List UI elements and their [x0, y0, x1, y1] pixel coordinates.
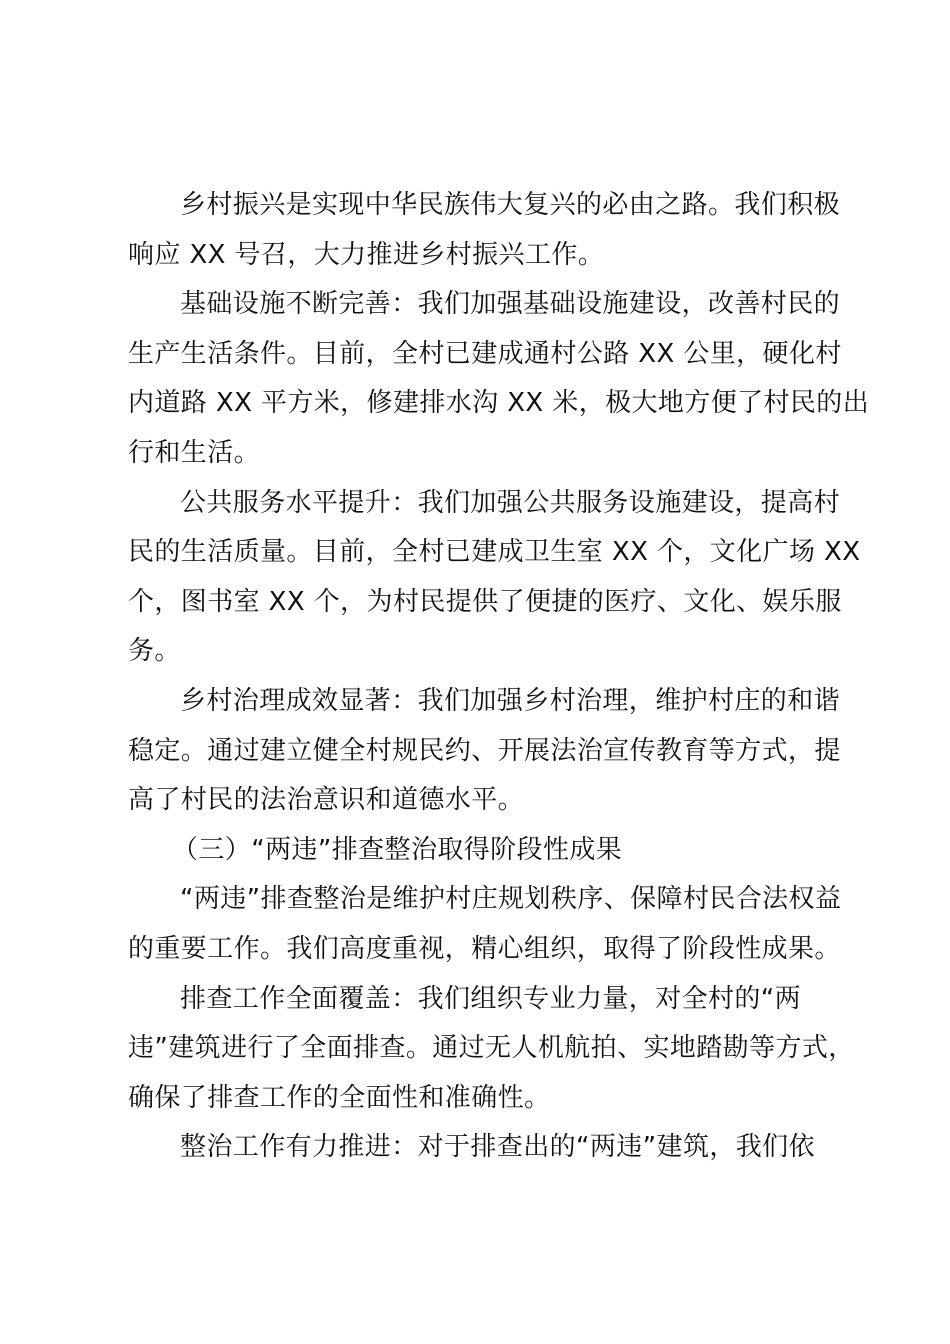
paragraph-rectification — [128, 1123, 834, 1173]
paragraph-governance — [128, 677, 841, 826]
text-line: 稳定。通过建立健全村规民约、开展法治宣传教育等方式，提 — [128, 735, 841, 766]
text-line: 整治工作有力推进：对于排查出的“两违”建筑，我们依 — [180, 1132, 815, 1163]
text-line: 个，图书室 XX 个，为村民提供了便捷的医疗、文化、娱乐服 — [128, 586, 842, 617]
document-body — [128, 181, 870, 1173]
paragraph-investigation — [128, 975, 855, 1124]
text-line: 乡村治理成效显著：我们加强乡村治理，维护村庄的和谐 — [180, 685, 841, 716]
paragraph-public-services — [128, 479, 861, 677]
text-line: 基础设施不断完善：我们加强基础设施建设，改善村民的 — [180, 289, 841, 320]
text-line: 行和生活。 — [128, 437, 261, 468]
text-line: “两违”排查整治是维护村庄规划秩序、保障村民合法权益 — [180, 884, 842, 915]
text-line: 乡村振兴是实现中华民族伟大复兴的必由之路。我们积极 — [180, 190, 841, 220]
section-heading: （三）“两违”排查整治取得阶段性成果 — [172, 834, 623, 865]
text-line: 的重要工作。我们高度重视，精心组织，取得了阶段性成果。 — [128, 933, 841, 964]
text-line: 违”建筑进行了全面排查。通过无人机航拍、实地踏勘等方式， — [128, 1033, 855, 1064]
paragraph-two-violations-intro — [128, 875, 842, 974]
paragraph-infrastructure — [128, 280, 870, 478]
text-line: 响应 XX 号召，大力推进乡村振兴工作。 — [128, 239, 605, 270]
text-line: 生产生活条件。目前，全村已建成通村公路 XX 公里，硬化村 — [128, 338, 842, 369]
text-line: 内道路 XX 平方米，修建排水沟 XX 米，极大地方便了村民的出 — [128, 388, 870, 419]
text-line: 排查工作全面覆盖：我们组织专业力量，对全村的“两 — [180, 983, 802, 1014]
paragraph-rural-revitalization — [128, 181, 841, 280]
text-line: 务。 — [128, 636, 181, 667]
text-line: 公共服务水平提升：我们加强公共服务设施建设，提高村 — [180, 487, 841, 518]
text-line: 高了村民的法治意识和道德水平。 — [128, 785, 525, 816]
text-line: 民的生活质量。目前，全村已建成卫生室 XX 个，文化广场 XX — [128, 537, 861, 568]
text-line: 确保了排查工作的全面性和准确性。 — [128, 1082, 551, 1113]
